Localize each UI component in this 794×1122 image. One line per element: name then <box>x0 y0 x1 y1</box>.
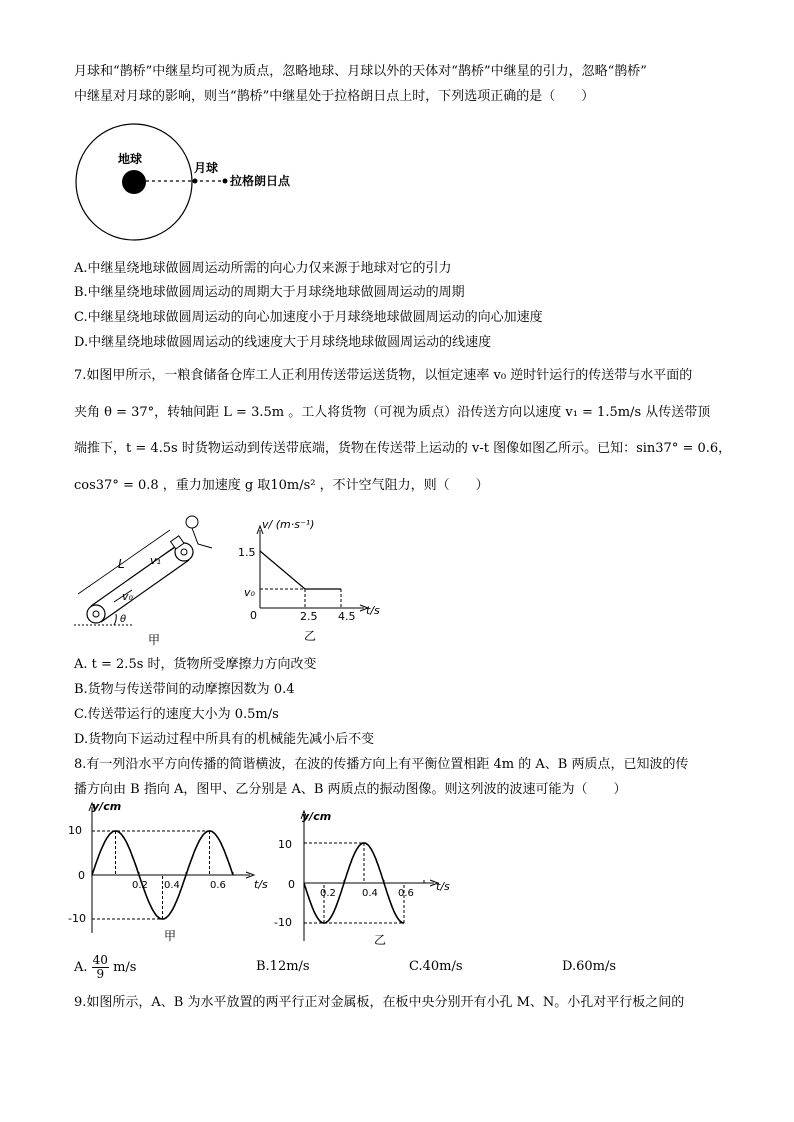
length-label: L <box>118 557 125 571</box>
worker-head <box>186 516 198 528</box>
jia-xtick-0.2: 0.2 <box>132 880 148 891</box>
earth-dot <box>122 170 146 194</box>
jia-ylabel: y/cm <box>92 800 122 813</box>
lagrange-point-dot <box>223 179 228 184</box>
vt-v0-label: v₀ <box>244 586 255 599</box>
jia-ytick-10: 10 <box>68 824 82 837</box>
yi-ytick-neg10: -10 <box>274 916 292 929</box>
vt-xtick-2.5: 2.5 <box>300 610 318 623</box>
q7-option-b: B.货物与传送带间的动摩擦因数为 0.4 <box>74 682 295 697</box>
yi-graph-caption: 乙 <box>374 933 387 947</box>
lower-pulley <box>87 605 105 623</box>
lagrange-label: 拉格朗日点 <box>230 174 291 188</box>
yi-ytick-10: 10 <box>278 838 292 851</box>
yi-caption: 乙 <box>304 629 317 643</box>
lower-pulley-axle <box>93 611 99 617</box>
v0-label: v₀ <box>122 590 133 603</box>
jia-xtick-0.6: 0.6 <box>210 880 226 891</box>
q6-option-b: B.中继星绕地球做圆周运动的周期大于月球绕地球做圆周运动的周期 <box>74 285 465 300</box>
jia-xtick-0.4: 0.4 <box>164 880 180 891</box>
q8-option-a-denominator: 9 <box>96 967 105 981</box>
vt-velocity-line <box>260 551 341 589</box>
jia-graph-caption: 甲 <box>164 929 177 943</box>
q7-text-line-1: 7.如图甲所示，一粮食储备仓库工人正利用传送带运送货物，以恒定速率 v₀ 逆时针运行的传送带与水平面的 <box>74 368 693 383</box>
q7-option-c: C.传送带运行的速度大小为 0.5m/s <box>74 707 279 722</box>
yi-ytick-0: 0 <box>288 878 295 891</box>
worker-body <box>192 528 212 548</box>
q8-option-a-prefix: A. <box>74 960 88 975</box>
q7-vt-graph <box>234 520 394 650</box>
q8-option-a-fraction <box>92 954 109 981</box>
q6-option-a: A.中继星绕地球做圆周运动所需的向心力仅来源于地球对它的引力 <box>74 261 452 276</box>
jia-xlabel: t/s <box>254 878 268 891</box>
q7-conveyor-figure <box>74 510 234 650</box>
vt-xtick-4.5: 4.5 <box>338 610 356 623</box>
q9-text-line-1: 9.如图所示，A、B 为水平放置的两平行正对金属板，在板中央分别开有小孔 M、N。小孔对平行板之间的 <box>74 995 685 1010</box>
q8-text-line-1: 8.有一列沿水平方向传播的简谐横波，在波的传播方向上有平衡位置相距 4m 的 A、B 两质点，已知波的传 <box>74 757 689 772</box>
v1-label: v₁ <box>150 554 161 567</box>
yi-xtick-0.4: 0.4 <box>362 888 378 899</box>
earth-label: 地球 <box>118 152 143 166</box>
q8-option-d: D.60m/s <box>562 959 617 974</box>
q7-option-d: D.货物向下运动过程中所具有的机械能先减小后不变 <box>74 732 375 747</box>
vt-ylabel: v/ (m·s⁻¹) <box>262 518 315 531</box>
vt-ytick-1.5: 1.5 <box>238 546 256 559</box>
q7-text-line-2: 夹角 θ = 37°，转轴间距 L = 3.5m 。工人将货物（可视为质点）沿传送方向以速度 v₁ = 1.5m/s 从传送带顶 <box>74 405 711 420</box>
q8-option-a-unit: m/s <box>113 960 137 975</box>
yi-xlabel: t/s <box>436 880 450 893</box>
theta-label: θ <box>120 614 127 625</box>
q6-option-d: D.中继星绕地球做圆周运动的线速度大于月球绕地球做圆周运动的线速度 <box>74 335 492 350</box>
yi-xtick-0.6: 0.6 <box>398 888 414 899</box>
q7-text-line-3: 端推下，t = 4.5s 时货物运动到传送带底端，货物在传送带上运动的 v-t 图像如图乙所示。已知：sin37° = 0.6， <box>74 441 732 456</box>
q8-graph-jia <box>64 800 268 950</box>
q6-option-c: C.中继星绕地球做圆周运动的向心加速度小于月球绕地球做圆周运动的向心加速度 <box>74 310 543 325</box>
q6-text-line-2: 中继星对月球的影响，则当“鹊桥”中继星处于拉格朗日点上时，下列选项正确的是（ ） <box>74 89 595 104</box>
q8-option-a <box>74 954 136 981</box>
jia-ytick-0: 0 <box>78 869 85 882</box>
upper-pulley-axle <box>181 549 187 555</box>
q6-text-line-1: 月球和“鹊桥”中继星均可视为质点，忽略地球、月球以外的天体对“鹊桥”中继星的引力，忽略“鹊桥” <box>74 64 647 79</box>
q6-orbit-figure <box>74 118 334 258</box>
moon-label: 月球 <box>194 161 219 175</box>
q8-option-a-numerator: 40 <box>92 953 108 967</box>
q8-option-b: B.12m/s <box>256 959 310 974</box>
q8-text-line-2: 播方向由 B 指向 A，图甲、乙分别是 A、B 两质点的振动图像。则这列波的波速可能为（ ） <box>74 782 627 797</box>
q8-graph-yi <box>274 810 474 960</box>
cargo-box <box>171 536 184 549</box>
jia-caption: 甲 <box>148 633 161 647</box>
vt-origin: 0 <box>250 609 257 622</box>
jia-ytick-neg10: -10 <box>68 912 86 925</box>
yi-xtick-0.2: 0.2 <box>320 888 336 899</box>
q7-option-a: A. t = 2.5s 时，货物所受摩擦力方向改变 <box>74 657 317 672</box>
v1-arrow <box>162 548 174 556</box>
q8-option-c: C.40m/s <box>409 959 463 974</box>
q7-text-line-4: cos37° = 0.8 ，重力加速度 g 取10m/s² ，不计空气阻力，则（ ） <box>74 478 489 493</box>
vt-xlabel: t/s <box>366 604 380 617</box>
theta-arc <box>114 614 116 625</box>
yi-ylabel: y/cm <box>302 810 332 823</box>
q8-options <box>74 953 714 988</box>
